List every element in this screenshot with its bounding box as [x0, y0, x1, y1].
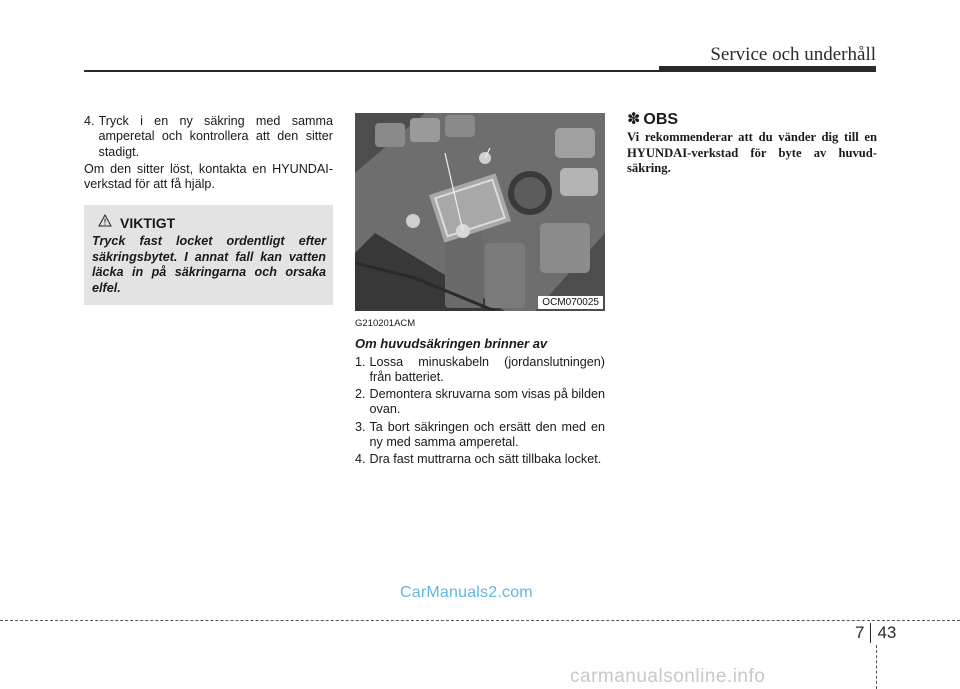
obs-text: Vi rekommenderar att du vänder dig till en HYUNDAI-verkstad för byte av huvud-säkring. [627, 130, 877, 176]
step-text: Tryck i en ny säkring med samma amperetal och kontrollera att den sitter stadigt. [98, 114, 333, 159]
right-column [627, 112, 877, 177]
section-subheading: Om huvudsäkringen brinner av [355, 336, 548, 352]
page-header-title: Service och underhåll [710, 44, 876, 65]
step-3 [355, 420, 605, 451]
step-4 [355, 452, 605, 467]
page-number-value: 43 [877, 623, 897, 642]
page-number-separator [870, 623, 871, 643]
warning-triangle-icon [98, 214, 112, 232]
chapter-number: 7 [855, 623, 865, 642]
footer-divider [0, 620, 960, 621]
asterisk-icon: ✽ [627, 111, 641, 128]
page-number [855, 623, 896, 643]
step-number: 2. [355, 387, 366, 402]
photo-reference-code: OCM070025 [538, 296, 603, 309]
step-4-insert-fuse [84, 114, 333, 160]
step-number: 1. [355, 354, 366, 369]
left-column [84, 114, 333, 192]
loose-fuse-note: Om den sitter löst, kontakta en HYUNDAI-verkstad för att få hjälp. [84, 161, 333, 192]
warning-header [98, 214, 175, 232]
section-code: G210201ACM [355, 318, 416, 329]
step-text: Ta bort säkringen och ersätt den med en ny med samma amperetal. [369, 419, 605, 450]
warning-title: VIKTIGT [120, 215, 176, 231]
step-number: 4. [84, 114, 95, 128]
watermark-link[interactable]: CarManuals2.com [400, 584, 533, 601]
warning-text: Tryck fast locket ordentligt efter säkringsbytet. I annat fall kan vatten läcka in på säkringarna och orsaka elfel. [92, 234, 326, 295]
step-number: 3. [355, 419, 366, 434]
obs-header [627, 112, 877, 127]
header-divider-thick [659, 66, 876, 72]
header-divider [84, 70, 659, 72]
step-number: 4. [355, 452, 366, 467]
obs-title: OBS [643, 111, 679, 128]
warning-box [84, 205, 333, 305]
fuse-box-photo [355, 113, 605, 311]
step-1 [355, 355, 605, 386]
footer-vertical-divider [876, 645, 877, 689]
middle-column [355, 316, 605, 470]
step-2 [355, 387, 605, 418]
step-text: Lossa minuskabeln (jordanslutningen) från batteriet. [369, 354, 605, 384]
site-footer-watermark: carmanualsonline.info [570, 666, 766, 687]
step-text: Dra fast muttrarna och sätt tillbaka locket. [369, 452, 602, 467]
fuse-box-illustration [355, 113, 605, 311]
step-text: Demontera skruvarna som visas på bilden ovan. [369, 387, 605, 417]
